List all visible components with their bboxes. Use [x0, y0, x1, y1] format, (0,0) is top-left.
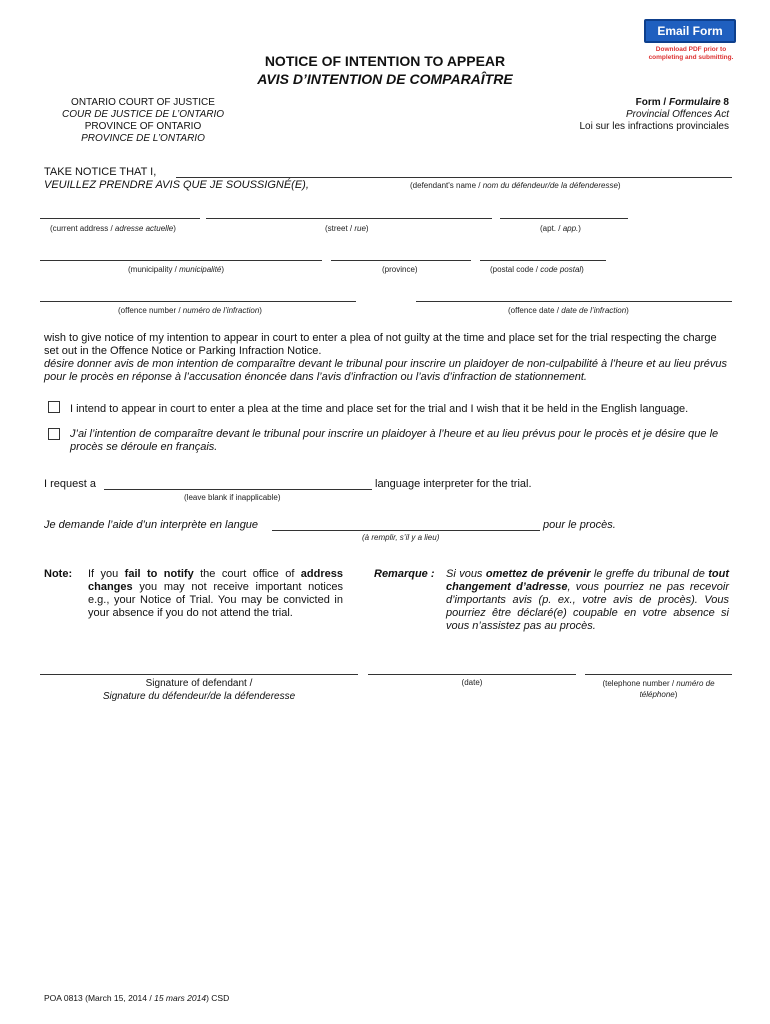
date-input[interactable]: [368, 660, 576, 674]
apt-line: [500, 218, 628, 219]
offence-number-input[interactable]: [40, 288, 356, 302]
act-fr: Loi sur les infractions provinciales: [579, 121, 729, 132]
province-en: PROVINCE OF ONTARIO: [84, 121, 202, 132]
note-text-fr: Si vous omettez de prévenir le greffe du tribunal de tout changement d’adresse, vous pourriez ne pas recevoir d’importants avis (p. ex., votre avis de procès). Vous pourriez être déclaré(e) coupable en votre absence si vous n’assistez pas au procès.: [446, 568, 729, 632]
offence-date-input[interactable]: [416, 288, 732, 302]
email-note-line1: Download PDF prior to: [655, 46, 727, 53]
telephone-line: [585, 674, 732, 675]
email-form-button[interactable]: Email Form: [644, 19, 736, 43]
form-block: [480, 97, 729, 133]
apt-caption: (apt. / app.): [540, 224, 581, 233]
province-fr: PROVINCE DE L’ONTARIO: [81, 133, 205, 144]
title-fr: AVIS D’INTENTION DE COMPARAÎTRE: [257, 71, 513, 87]
wish-fr: désire donner avis de mon intention de comparaître devant le tribunal pour inscrire un plaidoyer de non-culpabilité à l’heure et au lieu prévus pour le procès en réponse à l’accusation énoncée dans l’avis d’infraction ou l’avis d’infraction de stationnement.: [44, 358, 728, 383]
title-en: NOTICE OF INTENTION TO APPEAR: [264, 53, 506, 69]
postal-code-caption: (postal code / code postal): [490, 265, 584, 274]
french-language-label: J’ai l’intention de comparaître devant le tribunal pour inscrire un plaidoyer à l’heure et au lieu prévus pour le procès et je désire que le procès se déroule en français.: [70, 428, 719, 453]
address-caption: (current address / adresse actuelle): [50, 224, 176, 233]
take-notice-fr: VEUILLEZ PRENDRE AVIS QUE JE SOUSSIGNÉ(E),: [44, 179, 309, 191]
defendant-name-input[interactable]: [176, 164, 732, 178]
note-text-en: If you fail to notify the court office of address changes you may not receive important notices e.g., your Notice of Trial. You may be convicted in your absence if you do not attend the trial.: [88, 568, 343, 619]
signature-caption-en: Signature of defendant /: [145, 678, 253, 689]
interpreter-request-fr: Je demande l’aide d’un interprète en langue: [44, 519, 259, 531]
municipality-input[interactable]: [40, 247, 322, 261]
signature-caption-fr: Signature du défendeur/de la défenderesse: [102, 691, 296, 702]
offence-number-caption: (offence number / numéro de l’infraction): [118, 306, 262, 315]
interpreter-request-en: I request a: [44, 478, 96, 490]
note-label-en: Note:: [44, 568, 73, 580]
province-line: [331, 260, 471, 261]
form-code-footer: POA 0813 (March 15, 2014 / 15 mars 2014) CSD: [44, 993, 230, 1003]
telephone-caption: (telephone number / numéro de téléphone): [602, 679, 715, 699]
act-en: Provincial Offences Act: [625, 109, 729, 120]
interpreter-trial-fr: pour le procès.: [543, 519, 616, 531]
signature-caption: [40, 677, 358, 703]
address-line: [40, 218, 200, 219]
municipality-line: [40, 260, 322, 261]
province-caption: (province): [382, 265, 418, 274]
take-notice-en: TAKE NOTICE THAT I,: [44, 166, 157, 178]
wish-paragraph: [44, 332, 734, 384]
english-language-label: I intend to appear in court to enter a plea at the time and place set for the trial and I wish that it be held in the English language.: [70, 403, 689, 415]
telephone-input[interactable]: [585, 660, 732, 674]
english-language-checkbox[interactable]: [48, 401, 60, 413]
interpreter-trial-en: language interpreter for the trial.: [375, 478, 532, 490]
court-fr: COUR DE JUSTICE DE L’ONTARIO: [61, 109, 225, 120]
street-line: [206, 218, 492, 219]
offence-number-line: [40, 301, 356, 302]
court-en: ONTARIO COURT OF JUSTICE: [71, 97, 215, 108]
interpreter-language-fr-input[interactable]: [272, 517, 540, 531]
apt-input[interactable]: [500, 205, 628, 219]
defendant-name-caption: (defendant's name / nom du défendeur/de la défenderesse): [410, 181, 621, 190]
wish-en: wish to give notice of my intention to appear in court to enter a plea of not guilty at the time and place set for the trial respecting the charge set out in the Offence Notice or Parking Infraction Notice.: [44, 332, 717, 357]
street-caption: (street / rue): [325, 224, 369, 233]
court-block: [40, 97, 246, 145]
interpreter-caption-fr: (à remplir, s’il y a lieu): [362, 533, 440, 542]
offence-date-caption: (offence date / date de l’infraction): [508, 306, 629, 315]
french-language-checkbox[interactable]: [48, 428, 60, 440]
interpreter-language-en-input[interactable]: [104, 476, 372, 490]
note-label-fr: Remarque :: [374, 568, 435, 580]
interpreter-language-en-line: [104, 489, 372, 490]
defendant-name-line: [176, 177, 732, 178]
interpreter-caption-en: (leave blank if inapplicable): [184, 493, 281, 502]
email-note-line2: completing and submitting.: [648, 54, 734, 61]
street-input[interactable]: [206, 205, 492, 219]
province-input[interactable]: [331, 247, 471, 261]
date-line: [368, 674, 576, 675]
form-number: Form / Formulaire 8: [635, 97, 729, 108]
postal-code-line: [480, 260, 606, 261]
offence-date-line: [416, 301, 732, 302]
address-input[interactable]: [40, 205, 200, 219]
date-caption: (date): [461, 678, 483, 687]
interpreter-language-fr-line: [272, 530, 540, 531]
signature-input[interactable]: [40, 660, 358, 674]
signature-line: [40, 674, 358, 675]
municipality-caption: (municipality / municipalité): [128, 265, 225, 274]
postal-code-input[interactable]: [480, 247, 606, 261]
